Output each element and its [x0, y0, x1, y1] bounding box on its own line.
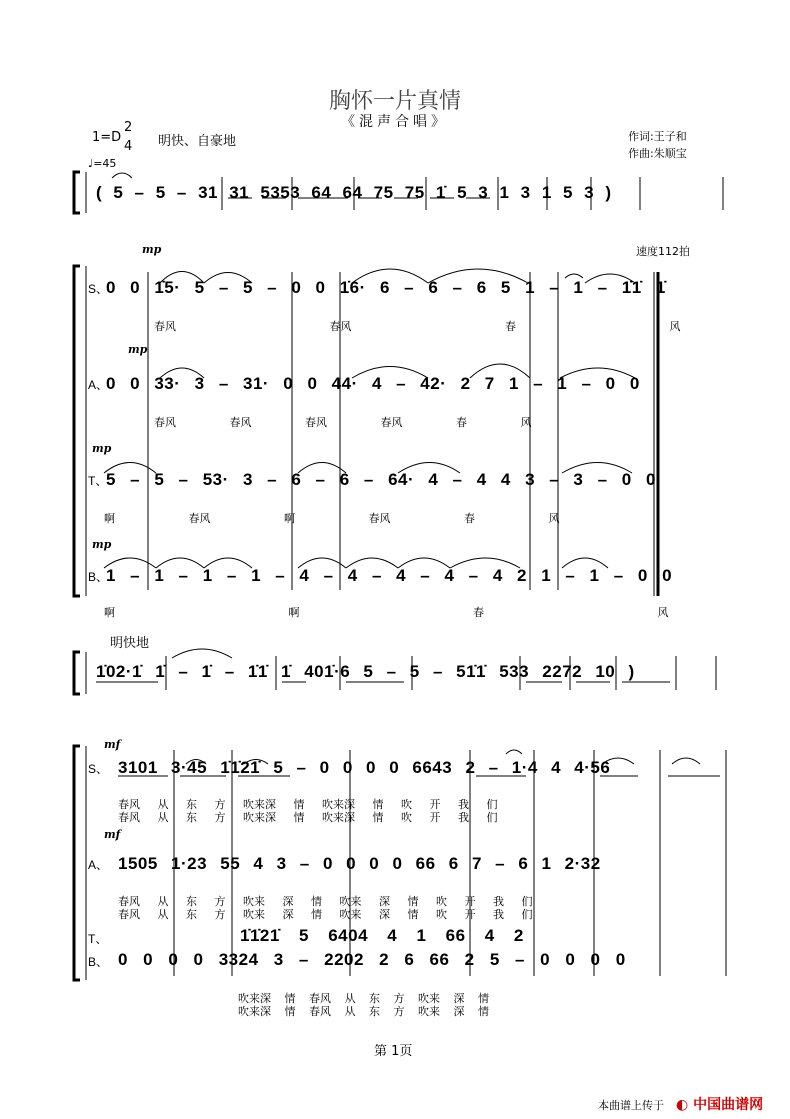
- intro-notes: ( 5 – 5 – 31 31 5353 64 64 75 75 1̇ 5 3 1 3 1 5 3 ): [96, 183, 612, 202]
- dynamic-tenor: mp: [92, 442, 112, 455]
- page-number: 第 1页: [374, 1044, 413, 1059]
- alto-label-2: A、: [88, 858, 109, 872]
- site-logo-icon: ◐: [676, 1097, 689, 1113]
- tenor-label: T、: [88, 474, 108, 488]
- tenor-label-2: T、: [88, 932, 108, 946]
- alto-notes-2: 1505 1·23 55 4 3 – 0 0 0 0 66 6 7 – 6 1 2·32: [118, 854, 601, 873]
- tb-lyrics-b: 吹来深 情 春风 从 东 方 吹来 深 情: [238, 1005, 489, 1018]
- time-signature-bottom: 4: [124, 139, 133, 154]
- intro-line: [96, 183, 612, 203]
- lyricist: 作词:王子和: [628, 130, 687, 143]
- site-name: 中国曲谱网: [693, 1097, 764, 1113]
- expression-mark-2: 明快地: [110, 636, 150, 651]
- tenor-notes-2: 1̇1̇21̇ 5 6404 4 1 66 4 2: [240, 926, 524, 945]
- soprano-notes-2: 3101 3·45 1̇1̇21̇ 5 – 0 0 0 0 6643 2 – 1·4 4 4·56: [118, 758, 611, 777]
- alto-lyrics: 春风 春风 春风 春风 春 风: [154, 416, 532, 429]
- song-title: 胸怀一片真情: [328, 89, 461, 114]
- dynamic-bass: mp: [92, 538, 112, 551]
- composer: 作曲:朱顺宝: [628, 147, 687, 160]
- upload-note: 本曲谱上传于: [598, 1099, 664, 1112]
- tempo-mark: ♩=45: [88, 157, 117, 170]
- tenor-notes: 5 – 5 – 53· 3 – 6 – 6 – 64· 4 – 4 4 3 – 3 – 0 0: [106, 470, 656, 489]
- soprano-lyrics-2b: 春风 从 东 方 吹来深 情 吹来深 情 吹 开 我 们: [118, 811, 498, 824]
- soprano-lyrics-2a: 春风 从 东 方 吹来深 情 吹来深 情 吹 开 我 们: [118, 798, 498, 811]
- soprano-lyrics: 春风 春风 春 风: [154, 320, 681, 333]
- bass-label-2: B、: [88, 955, 109, 969]
- soprano-label: S、: [88, 282, 109, 296]
- soprano-label-2: S、: [88, 762, 109, 776]
- alto-lyrics-2a: 春风 从 东 方 吹来 深 情 吹来 深 情 吹 开 我 们: [118, 895, 533, 908]
- time-signature-top: 2: [124, 120, 133, 135]
- alto-notes: 0 0 33· 3 – 31· 0 0 44· 4 – 42· 2 7 1 – 1 – 0 0: [106, 374, 640, 393]
- alto-label: A、: [88, 378, 109, 392]
- soprano-notes: 0 0 1̇5· 5 – 5 – 0 0 1̇6· 6 – 6 – 6 5 1 – 1 – 1̇1̇ 1̇: [106, 278, 666, 297]
- dynamic-soprano-2: mf: [104, 738, 121, 751]
- tempo-change: 速度112拍: [636, 245, 690, 258]
- tb-lyrics-a: 吹来深 情 春风 从 东 方 吹来 深 情: [238, 992, 489, 1005]
- site-logo: [676, 1094, 763, 1114]
- alto-lyrics-2b: 春风 从 东 方 吹来 深 情 吹来 深 情 吹 开 我 们: [118, 908, 533, 921]
- tenor-lyrics: 啊 春风 啊 春风 春 风: [104, 512, 560, 525]
- interlude-notes: 1̇02·1̇ 1̇ – 1̇ – 1̇1̇ 1̇ 401̇·6 5 – 5 – 51̇1̇ 533 2272 10 ): [96, 662, 635, 681]
- dynamic-soprano: mp: [142, 243, 162, 256]
- expression-mark: 明快、自豪地: [158, 134, 237, 149]
- dynamic-alto: mp: [128, 343, 148, 356]
- bass-lyrics: 啊 啊 春 风: [104, 606, 669, 619]
- bass-notes-2: 0 0 0 0 3324 3 – 2202 2 6 66 2 5 – 0 0 0 0: [118, 950, 626, 969]
- key-signature: 1=D: [92, 130, 122, 145]
- song-subtitle: 《混声合唱》: [341, 114, 449, 130]
- dynamic-alto-2: mf: [104, 828, 121, 841]
- bass-label: B、: [88, 570, 109, 584]
- bass-notes: 1 – 1 – 1 – 1 – 4 – 4 – 4 – 4 – 4 2 1 – 1 – 0 0: [106, 566, 673, 585]
